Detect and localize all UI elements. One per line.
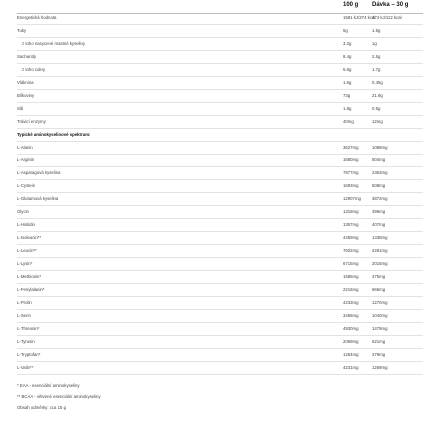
footnote: * EAA - esenciální aminokyseliny (17, 382, 80, 388)
row-divider (17, 115, 423, 116)
row-label: Trávicí enzymy (17, 118, 46, 124)
row-value-100g: 40mg (343, 118, 354, 124)
row-value-serving: 395mg (372, 209, 386, 215)
footnote: ** BCAA - větvené esenciální aminokyseliny (17, 393, 101, 399)
header-col-serving: Dávka – 30 g (372, 2, 409, 8)
row-value-serving: 1088mg (372, 144, 388, 150)
row-label: L-Leucin** (17, 248, 37, 254)
row-value-100g: 1693mg (343, 183, 359, 189)
row-value-100g: 6715mg (343, 261, 359, 267)
row-label: Energetická hodnota (17, 15, 57, 20)
row-value-serving: 621mg (372, 338, 386, 344)
row-value-serving: 1269mg (372, 364, 388, 370)
row-value-serving: 504mg (372, 157, 386, 163)
row-value-serving: 3872mg (372, 196, 388, 202)
table-row (0, 351, 440, 361)
row-label: L-Threonin* (17, 325, 40, 331)
row-divider (17, 205, 423, 206)
row-divider (17, 257, 423, 258)
table-row (0, 53, 440, 63)
row-value-serving: 2015mg (372, 261, 388, 267)
row-value-serving: 1.5g (372, 27, 381, 33)
table-row (0, 40, 440, 50)
row-divider (17, 102, 423, 103)
footnote: Obsah odměrky: cca 15 g (17, 404, 66, 410)
row-value-100g: 5g (343, 27, 348, 33)
row-value-serving: 407mg (372, 222, 386, 228)
row-value-100g: 3627mg (343, 144, 359, 150)
row-value-serving: 379mg (372, 351, 386, 357)
row-value-serving: 0.45g (372, 79, 383, 85)
row-divider (17, 128, 423, 129)
table-row (0, 312, 440, 322)
table-row (0, 325, 440, 335)
table-row (0, 299, 440, 309)
row-value-100g: 1318mg (343, 209, 359, 215)
row-label: L-Glutamová kyselina (17, 196, 59, 202)
table-row (0, 182, 440, 192)
table-row (0, 105, 440, 115)
row-label: Sacharidy (17, 53, 37, 59)
row-value-100g: 4930mg (343, 325, 359, 331)
row-label: z toho cukry (22, 66, 46, 72)
row-label: L-Fenylalanin* (17, 286, 45, 292)
row-divider (17, 322, 423, 323)
row-divider (17, 348, 423, 349)
row-label: L-Tryptofan* (17, 351, 41, 357)
row-value-100g: 4231mg (343, 364, 359, 370)
table-header (0, 0, 440, 13)
row-value-100g: 12907mg (343, 196, 361, 202)
row-value-serving: 475mg (372, 274, 386, 279)
row-divider (17, 309, 423, 310)
row-divider (17, 76, 423, 77)
row-divider (17, 179, 423, 180)
row-value-100g: 1357mg (343, 222, 359, 228)
row-value-serving: 1040mg (372, 312, 388, 318)
row-label: Tuky (17, 27, 27, 33)
table-row (0, 338, 440, 348)
row-value-100g: 1585mg (343, 274, 359, 279)
row-value-serving: 12mg (372, 118, 383, 124)
row-divider (17, 166, 423, 167)
row-value-100g: 1581 kJ/374 kcal (343, 15, 376, 20)
row-label: L-Valin** (17, 364, 34, 370)
table-row (0, 364, 440, 374)
row-value-100g: 73g (343, 92, 351, 98)
table-row (0, 221, 440, 231)
row-divider (17, 218, 423, 219)
row-label: L-Alanin (17, 144, 33, 150)
row-value-serving: 474 kJ/112 kcal (372, 15, 402, 20)
table-row (0, 260, 440, 270)
row-divider (17, 296, 423, 297)
row-value-serving: 1338mg (372, 235, 388, 241)
row-label: L-Lysin* (17, 261, 33, 267)
row-divider (17, 141, 423, 142)
row-label: L-Asparagová kyselina (17, 170, 61, 176)
row-value-100g: 4459mg (343, 235, 359, 241)
table-row (0, 79, 440, 89)
row-label: Sůl (17, 105, 24, 111)
row-value-serving: 665mg (372, 286, 386, 292)
row-value-100g: 3.2g (343, 40, 352, 46)
table-row (0, 14, 440, 24)
row-label: z toho nasycené mastné kyseliny (22, 40, 86, 46)
row-value-100g: 4233mg (343, 299, 359, 305)
row-value-100g: 2069mg (343, 338, 359, 344)
row-divider (17, 154, 423, 155)
row-value-100g: 7877mg (343, 170, 359, 176)
header-col-100g: 100 g (343, 2, 359, 8)
row-label: Glycin (17, 209, 29, 215)
row-value-100g: 8.4g (343, 53, 352, 59)
row-value-100g: 1264mg (343, 351, 359, 357)
row-divider (17, 24, 423, 25)
table-row (0, 273, 440, 283)
table-row (0, 169, 440, 179)
table-row (0, 195, 440, 205)
row-divider (17, 270, 423, 271)
row-label: L-Tyrosin (17, 338, 35, 344)
row-label: L-Histidin (17, 222, 35, 228)
row-value-serving: 1.7g (372, 66, 381, 72)
row-divider (17, 63, 423, 64)
row-label: Typické aminokyselinové spektrum: (17, 131, 91, 137)
row-value-100g: 5.6g (343, 66, 352, 72)
table-row (0, 118, 440, 128)
row-value-100g: 1.5g (343, 79, 352, 85)
row-value-serving: 2.5g (372, 53, 381, 59)
row-value-100g: 2216mg (343, 286, 359, 292)
row-divider (17, 244, 423, 245)
table-row (0, 234, 440, 244)
row-divider (17, 335, 423, 336)
table-row (0, 208, 440, 218)
row-label: Vláknina (17, 79, 34, 85)
row-label: L-Isoleucin** (17, 235, 42, 241)
table-row (0, 66, 440, 76)
table-row (0, 247, 440, 257)
row-value-serving: 2363mg (372, 170, 388, 176)
row-divider (17, 283, 423, 284)
row-value-serving: 1270mg (372, 299, 388, 305)
row-value-serving: 508mg (372, 183, 386, 189)
row-label: L-Serin (17, 312, 31, 318)
table-row (0, 27, 440, 37)
row-label: L-Prolin (17, 299, 32, 305)
row-value-serving: 1479mg (372, 325, 388, 331)
table-row (0, 286, 440, 296)
row-label: L-Arginin (17, 157, 35, 163)
row-value-serving: 21.9g (372, 92, 383, 98)
row-value-100g: 1.8g (343, 105, 352, 111)
table-row (0, 144, 440, 154)
row-divider (17, 374, 423, 375)
row-value-serving: 1g (372, 40, 377, 46)
row-value-100g: 3466mg (343, 312, 359, 318)
row-label: L-Methionin* (17, 274, 42, 279)
row-divider (17, 231, 423, 232)
row-divider (17, 50, 423, 51)
row-divider (17, 89, 423, 90)
row-divider (17, 37, 423, 38)
row-value-serving: 2281mg (372, 248, 388, 254)
section-heading (0, 131, 440, 141)
row-divider (17, 361, 423, 362)
row-value-100g: 7602mg (343, 248, 359, 254)
row-value-serving: 0.5g (372, 105, 381, 111)
table-row (0, 92, 440, 102)
row-label: Bílkoviny (17, 92, 35, 98)
row-value-100g: 1680mg (343, 157, 359, 163)
row-label: L-Cystein (17, 183, 36, 189)
row-divider (17, 192, 423, 193)
table-row (0, 156, 440, 166)
